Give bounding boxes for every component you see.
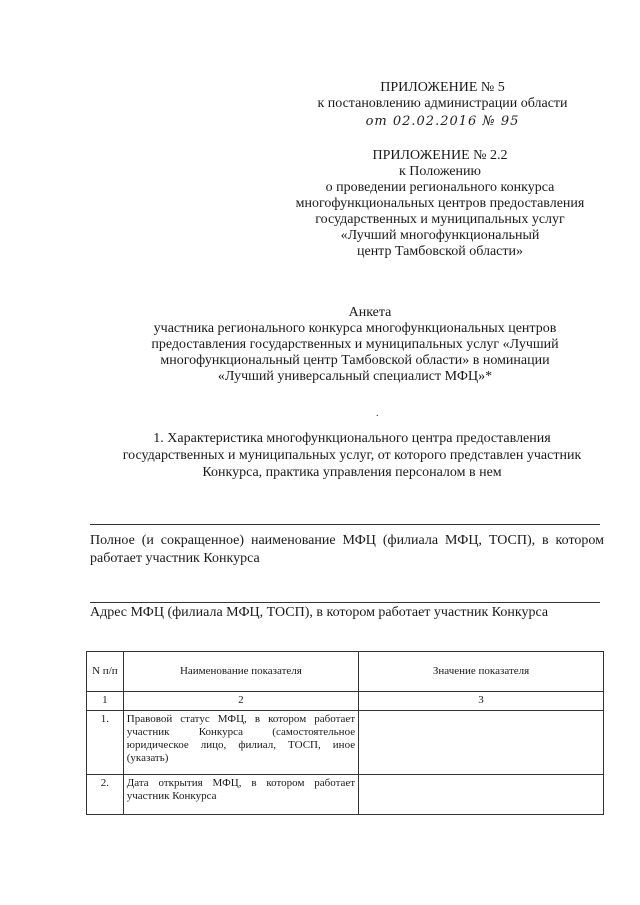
header-number: N п/п: [87, 652, 124, 692]
row-number: 1.: [87, 711, 124, 775]
appendix-5-title: ПРИЛОЖЕНИЕ № 5: [380, 80, 505, 95]
section-1-line: 1. Характеристика многофункционального центра предоставления: [153, 431, 551, 446]
appendix-2-2-block: [280, 148, 600, 260]
row-indicator-name: Правовой статус МФЦ, в котором работает участник Конкурса (самостоятельное юридическое лицо, филиал, ТОСП, иное (указать): [123, 711, 358, 775]
section-1-line: государственных и муниципальных услуг, от которого представлен участник: [122, 448, 582, 463]
appendix-2-2-line: к Положению: [398, 164, 481, 179]
fill-in-line-name: [90, 524, 600, 525]
anketa-line: многофункциональный центр Тамбовской области» в номинации: [160, 353, 550, 368]
header-indicator-value: Значение показателя: [359, 652, 604, 692]
row-indicator-value[interactable]: [359, 711, 604, 775]
row-number: 2.: [87, 775, 124, 815]
header-indicator-name: Наименование показателя: [123, 652, 358, 692]
appendix-2-2-title: ПРИЛОЖЕНИЕ № 2.2: [372, 148, 508, 163]
appendix-2-2-line: многофункциональных центров предоставления: [295, 196, 585, 211]
section-1-heading: [92, 430, 612, 481]
fill-in-line-address: [90, 602, 600, 603]
table-row: [87, 711, 604, 775]
row-indicator-name: Дата открытия МФЦ, в котором работает участник Конкурса: [123, 775, 358, 815]
appendix-5-line: к постановлению администрации области: [317, 96, 568, 111]
indicators-table: [86, 651, 604, 815]
table-row: [87, 775, 604, 815]
column-number: 2: [123, 692, 358, 711]
anketa-line: «Лучший универсальный специалист МФЦ»*: [217, 369, 493, 384]
anketa-line: участника регионального конкурса многофункциональных центров: [153, 321, 557, 336]
address-field-label: Адрес МФЦ (филиала МФЦ, ТОСП), в котором работает участник Конкурса: [90, 605, 549, 620]
full-name-field-label: Полное (и сокращенное) наименование МФЦ (филиала МФЦ, ТОСП), в котором работает участник Конкурса: [90, 533, 604, 566]
column-number: 1: [87, 692, 124, 711]
column-number: 3: [359, 692, 604, 711]
handwritten-date-number: от 02.02.2016 № 95: [365, 114, 520, 129]
appendix-2-2-line: государственных и муниципальных услуг: [315, 212, 565, 227]
anketa-heading: [95, 305, 615, 385]
row-indicator-value[interactable]: [359, 775, 604, 815]
scan-dot: .: [376, 408, 379, 419]
anketa-title: Анкета: [348, 305, 392, 320]
section-1-line: Конкурса, практика управления персоналом в нем: [202, 465, 502, 480]
appendix-2-2-line: «Лучший многофункциональный: [340, 228, 540, 243]
column-number-row: [87, 692, 604, 711]
appendix-2-2-line: центр Тамбовской области»: [356, 244, 523, 259]
appendix-2-2-line: о проведении регионального конкурса: [325, 180, 555, 195]
anketa-line: предоставления государственных и муниципальных услуг «Лучший: [151, 337, 559, 352]
appendix-5-block: [300, 80, 585, 130]
table-header-row: [87, 652, 604, 692]
